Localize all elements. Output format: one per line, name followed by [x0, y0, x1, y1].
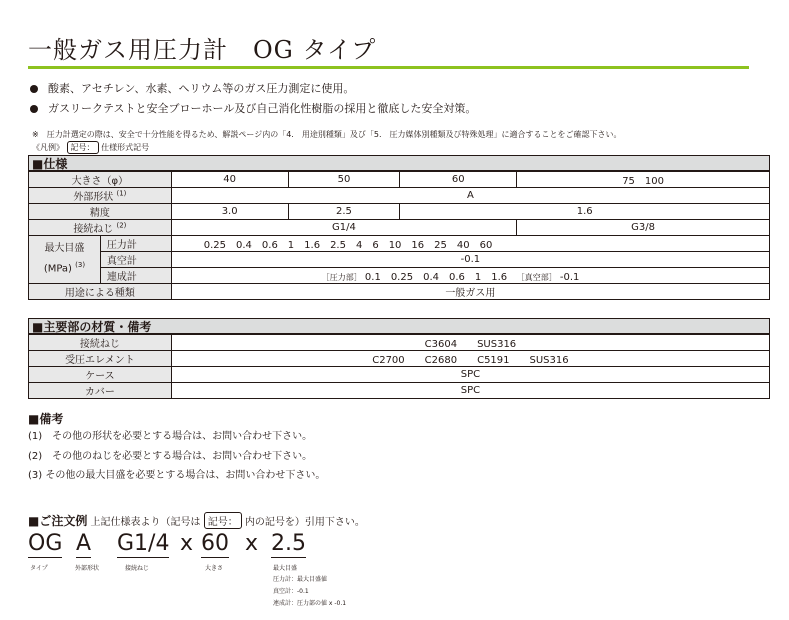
code-thread: G1/4 [117, 531, 170, 556]
spec-heading: ■仕様 [28, 155, 770, 171]
code-type: OG [28, 531, 63, 556]
usage-value: 一般ガス用 [171, 284, 769, 300]
materials-table [28, 334, 770, 399]
maxscale-label: 最大目盛 (MPa) $^{(3)}$ [29, 236, 101, 284]
vacuum-gauge-value: -0.1 [171, 252, 769, 268]
thread-value: G1/4 [171, 220, 516, 236]
material-value: SPC [171, 383, 769, 399]
code-scale: 2.5 [271, 531, 306, 556]
material-label: ケース [29, 367, 172, 383]
material-value: C2700 C2680 C5191 SUS316 [171, 351, 769, 367]
code-caption: 最大目盛 [273, 565, 298, 572]
shape-label: 外部形状 $^{(1)}$ [29, 188, 172, 204]
table-row [29, 351, 770, 367]
size-value: 50 [288, 172, 400, 188]
material-label: カバー [29, 383, 172, 399]
table-row [29, 220, 770, 236]
table-row [29, 367, 770, 383]
remark-item: (2) その他のねじを必要とする場合は、お問い合わせ下さい。 [28, 451, 313, 462]
scale-detail: 真空計：-0.1 [273, 588, 309, 595]
thread-value: G3/8 [517, 220, 770, 236]
pressure-gauge-values: 0.25 0.4 0.6 1 1.6 2.5 4 6 10 16 25 40 60 [171, 236, 769, 252]
remark-item: (1) その他の形状を必要とする場合は、お問い合わせ下さい。 [28, 431, 313, 442]
code-shape: A [76, 531, 92, 556]
legend-prefix: 《凡例》 [32, 143, 64, 152]
scale-detail: 連成計：圧力部の値 x -0.1 [273, 600, 347, 607]
scale-detail: 圧力計：最大目盛値 [273, 576, 328, 583]
remark-item: (3) その他の最大目盛を必要とする場合は、お問い合わせ下さい。 [28, 470, 326, 481]
size-value: 40 [171, 172, 288, 188]
code-caption: 外部形状 [75, 565, 100, 572]
accuracy-label: 精度 [29, 204, 172, 220]
material-value: SPC [171, 367, 769, 383]
bullet-text: ガスリークテストと安全ブローホール及び自己消化性樹脂の採用と徹底した安全対策。 [48, 102, 477, 115]
size-value: 60 [400, 172, 517, 188]
legend-box: 記号： [67, 141, 99, 154]
usage-label: 用途による種類 [29, 284, 172, 300]
compound-gauge-label: 連成計 [100, 268, 171, 284]
order-text: 内の記号を）引用下さい。 [244, 517, 365, 528]
table-row [29, 236, 770, 252]
table-row [29, 252, 770, 268]
material-value: C3604 SUS316 [171, 335, 769, 351]
accuracy-value: 1.6 [400, 204, 770, 220]
size-value: 75 100 [517, 172, 770, 188]
legend-suffix: 仕様形式記号 [101, 143, 150, 152]
accuracy-value: 2.5 [288, 204, 400, 220]
code-separator: x [245, 531, 259, 556]
shape-value: A [171, 188, 769, 204]
vacuum-gauge-label: 真空計 [100, 252, 171, 268]
pressure-gauge-label: 圧力計 [100, 236, 171, 252]
table-row [29, 188, 770, 204]
legend [32, 141, 149, 154]
accuracy-value: 3.0 [171, 204, 288, 220]
table-row [29, 204, 770, 220]
bullet-icon [30, 85, 38, 93]
order-box: 記号： [204, 512, 242, 529]
selection-note: ※ 圧力計選定の際は、安全で十分性能を得るため、解説ページ内の「4. 用途別種類」及び「5. 圧力媒体別種類及び特殊処理」に適合することをご確認下さい。 [32, 130, 622, 139]
code-separator: x [180, 531, 194, 556]
materials-heading: ■主要部の材質・備考 [28, 318, 770, 334]
remarks-heading: ■備考 [28, 412, 64, 426]
table-row [29, 268, 770, 284]
code-size: 60 [201, 531, 229, 556]
table-row [29, 284, 770, 300]
code-caption: タイプ [30, 565, 48, 572]
title-rule [28, 66, 749, 69]
code-caption: 接続ねじ [125, 565, 150, 572]
size-label: 大きさ（φ） [29, 172, 172, 188]
order-text: 上記仕様表より（記号は [90, 517, 201, 528]
table-row [29, 335, 770, 351]
bullet-item [30, 100, 476, 116]
code-caption: 大きさ [205, 565, 224, 572]
bullet-item [30, 80, 354, 96]
bullet-icon [30, 105, 38, 113]
thread-label: 接続ねじ $^{(2)}$ [29, 220, 172, 236]
table-row [29, 383, 770, 399]
table-row [29, 172, 770, 188]
order-example-line [28, 512, 365, 529]
bullet-text: 酸素、アセチレン、水素、ヘリウム等のガス圧力測定に使用。 [48, 82, 355, 95]
material-label: 接続ねじ [29, 335, 172, 351]
spec-table [28, 171, 770, 300]
material-label: 受圧エレメント [29, 351, 172, 367]
order-heading: ■ご注文例 [28, 514, 88, 528]
compound-gauge-values: ［圧力部］ 0.1 0.25 0.4 0.6 1 1.6 ［真空部］ -0.1 [171, 268, 769, 284]
page-title: 一般ガス用圧力計 OG タイプ [28, 36, 377, 64]
